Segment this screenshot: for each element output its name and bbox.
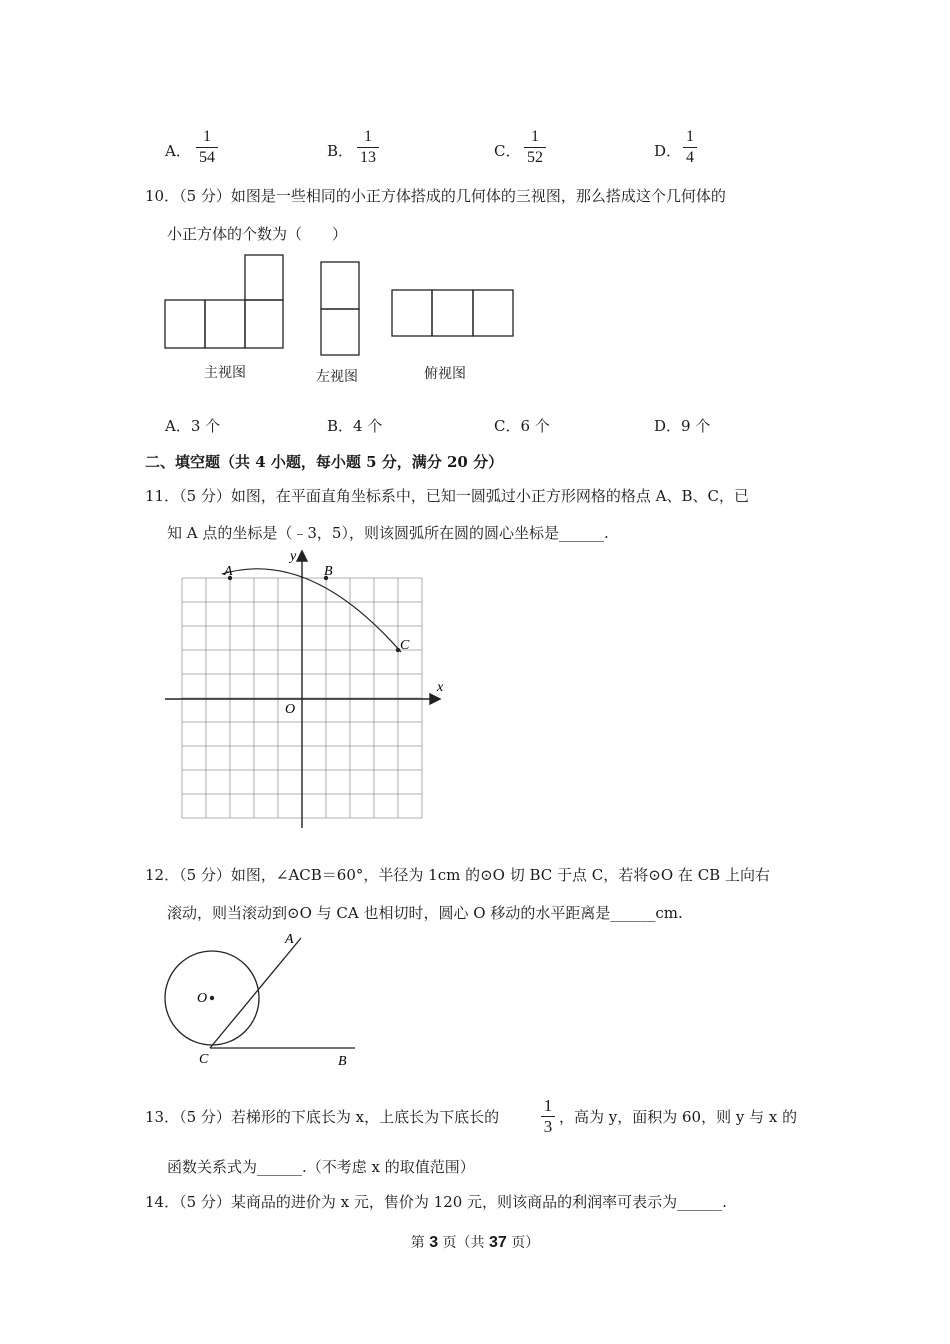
label-c: C bbox=[199, 1052, 209, 1067]
line-ca bbox=[210, 938, 301, 1048]
label-b: B bbox=[338, 1054, 347, 1069]
left-view-label: 左视图 bbox=[316, 369, 358, 385]
q9-option-a-fraction bbox=[196, 128, 218, 167]
numerator: 1 bbox=[531, 128, 539, 145]
section-title: 二、填空题（共 4 小题，每小题 5 分，满分 20 分） bbox=[145, 453, 504, 471]
left-view bbox=[321, 262, 359, 355]
q13-line1-part2: ，高为 y，面积为 60，则 y 与 x 的 bbox=[559, 1108, 798, 1126]
denominator: 3 bbox=[543, 1117, 553, 1136]
q10-line1: 10．（5 分）如图是一些相同的小正方体搭成的几何体的三视图，那么搭成这个几何体的 bbox=[145, 187, 726, 205]
front-view bbox=[165, 255, 283, 348]
rolling-circle-figure bbox=[155, 930, 365, 1070]
q12-line1: 12．（5 分）如图，∠ACB＝60°，半径为 1cm 的⊙O 切 BC 于点 C，若将⊙O 在 CB 上向右 bbox=[145, 866, 770, 884]
footer-suffix: 页） bbox=[511, 1235, 540, 1251]
label-x-axis: x bbox=[437, 680, 444, 695]
q12-line2: 滚动，则当滚动到⊙O 与 CA 也相切时，圆心 O 移动的水平距离是______cm. bbox=[167, 904, 683, 922]
footer-total-pages: 37 bbox=[489, 1234, 507, 1251]
q10-option-a: A．3 个 bbox=[165, 417, 221, 435]
denominator: 13 bbox=[360, 149, 376, 166]
q10-option-d: D．9 个 bbox=[654, 417, 711, 435]
footer-middle: 页（共 bbox=[442, 1235, 485, 1251]
front-view-label: 主视图 bbox=[204, 365, 246, 381]
q10-option-b: B．4 个 bbox=[327, 417, 383, 435]
q9-option-b-letter: B． bbox=[327, 142, 354, 160]
center-o bbox=[210, 996, 214, 1000]
q13-fraction bbox=[541, 1097, 555, 1136]
q11-line2: 知 A 点的坐标是（﹣3，5），则该圆弧所在圆的圆心坐标是______. bbox=[167, 524, 609, 542]
denominator: 52 bbox=[527, 149, 543, 166]
q11-line1: 11．（5 分）如图，在平面直角坐标系中，已知一圆弧过小正方形网格的格点 A、B、C，已 bbox=[145, 487, 750, 505]
top-view bbox=[392, 290, 513, 336]
coordinate-grid-figure bbox=[160, 548, 460, 833]
q10-option-c: C．6 个 bbox=[494, 417, 550, 435]
q13-line1-part1: 13．（5 分）若梯形的下底长为 x，上底长为下底长的 bbox=[145, 1108, 500, 1126]
denominator: 4 bbox=[686, 149, 694, 166]
q9-option-d-fraction bbox=[683, 128, 697, 167]
page-footer bbox=[0, 1232, 950, 1252]
q13-line2: 函数关系式为______.（不考虑 x 的取值范围） bbox=[167, 1158, 475, 1176]
q14-line1: 14．（5 分）某商品的进价为 x 元，售价为 120 元，则该商品的利润率可表示为______. bbox=[145, 1193, 727, 1211]
q10-line2: 小正方体的个数为（ ） bbox=[167, 225, 348, 243]
footer-page-number: 3 bbox=[429, 1234, 439, 1251]
numerator: 1 bbox=[203, 128, 211, 145]
denominator: 54 bbox=[199, 149, 215, 166]
q9-option-b-fraction bbox=[357, 128, 379, 167]
label-o: O bbox=[197, 991, 208, 1006]
numerator: 1 bbox=[543, 1096, 553, 1115]
label-b: B bbox=[324, 564, 333, 579]
numerator: 1 bbox=[686, 128, 694, 145]
label-y-axis: y bbox=[290, 549, 297, 564]
label-c: C bbox=[400, 638, 410, 653]
numerator: 1 bbox=[364, 128, 372, 145]
footer-prefix: 第 bbox=[410, 1235, 425, 1251]
q9-option-c-fraction bbox=[524, 128, 546, 167]
q9-option-d-letter: D． bbox=[654, 142, 682, 160]
top-view-label: 俯视图 bbox=[424, 366, 466, 382]
label-origin: O bbox=[285, 702, 296, 717]
q9-option-a-letter: A． bbox=[165, 142, 191, 160]
q9-option-c-letter: C． bbox=[494, 142, 521, 160]
label-a: A bbox=[285, 932, 294, 947]
label-a: A bbox=[224, 564, 233, 579]
